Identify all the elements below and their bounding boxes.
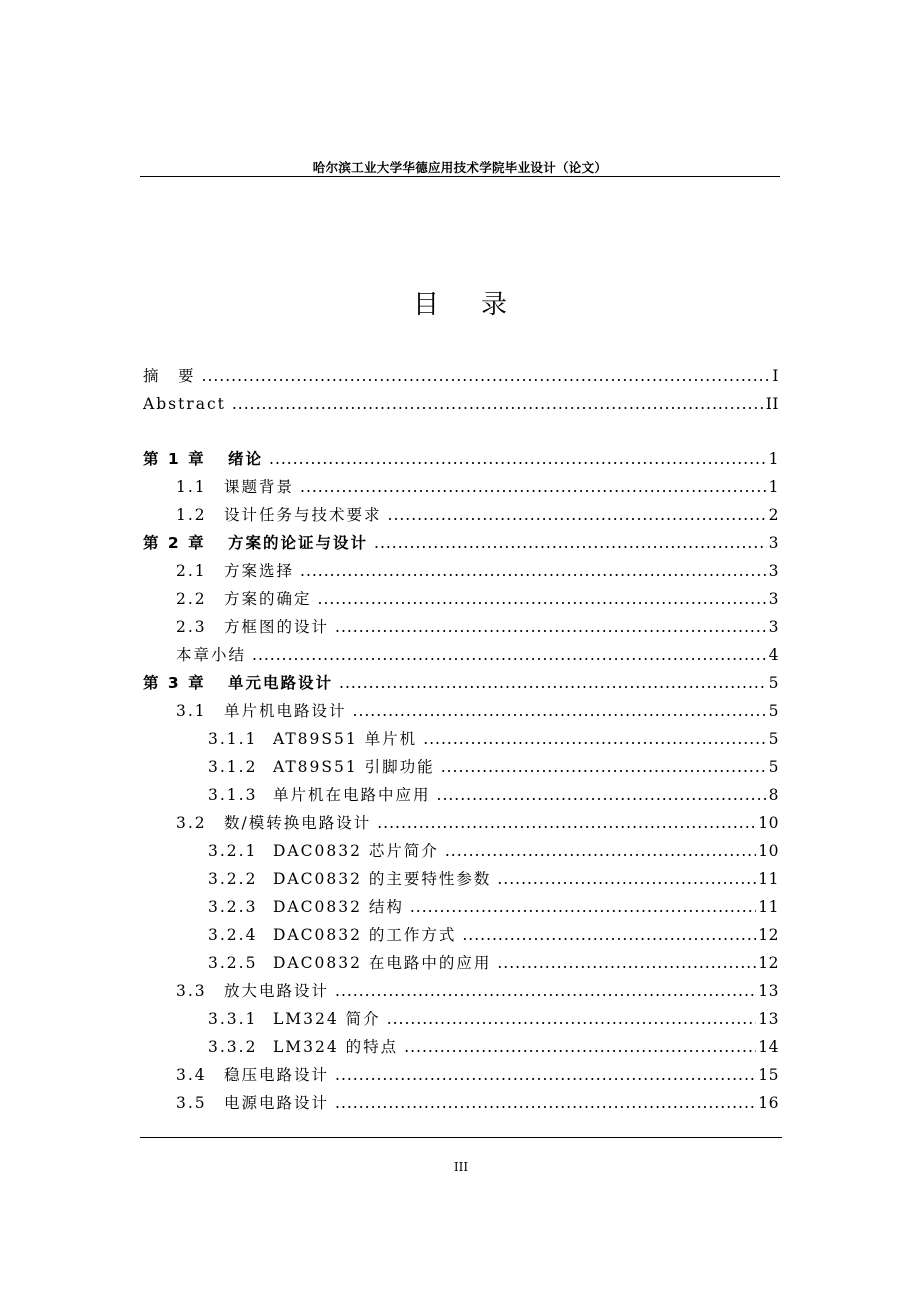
toc-entry-title: AT89S51 引脚功能 — [273, 758, 435, 776]
toc-entry[interactable] — [208, 1031, 779, 1057]
toc-entry-page: 13 — [758, 1010, 779, 1028]
toc-leader-dots — [339, 673, 767, 693]
toc-entry-title: AT89S51 单片机 — [273, 730, 418, 748]
toc-entry-page: 15 — [758, 1066, 779, 1084]
toc-entry[interactable] — [176, 695, 779, 721]
toc-leader-dots — [335, 981, 756, 1001]
toc-entry-title: LM324 的特点 — [273, 1038, 399, 1056]
toc-entry-page: 16 — [758, 1094, 779, 1112]
toc-entry-label — [176, 505, 382, 525]
toc-entry-page: 13 — [758, 982, 779, 1000]
toc-entry[interactable] — [208, 919, 779, 945]
toc-entry-title: 稳压电路设计 — [224, 1066, 330, 1084]
toc-entry-title: 单元电路设计 — [228, 674, 334, 692]
page-title: 目录 — [412, 290, 549, 320]
toc-entry-page: 5 — [768, 702, 779, 720]
toc-leader-dots — [423, 729, 766, 749]
toc-entry-label — [208, 925, 456, 945]
toc-entry-label — [208, 869, 491, 889]
toc-entry-label — [208, 757, 435, 777]
toc-entry-page: 11 — [758, 898, 779, 916]
toc-leader-dots — [445, 841, 756, 861]
toc-entry-title: 方案选择 — [224, 562, 295, 580]
toc-entry-page: 1 — [768, 478, 779, 496]
toc-entry[interactable] — [176, 975, 779, 1001]
toc-entry-label — [208, 729, 417, 749]
toc-entry-number: 3.3.2 — [208, 1038, 258, 1056]
toc-leader-dots — [353, 701, 767, 721]
toc-entry-page: 10 — [758, 814, 779, 832]
toc-entry-label — [208, 897, 404, 917]
toc-entry-title: 方框图的设计 — [224, 618, 330, 636]
toc-entry-number: 3.2 — [176, 814, 207, 832]
toc-entry-label — [143, 533, 368, 553]
toc-entry-page: 11 — [758, 870, 779, 888]
toc-entry-title: 设计任务与技术要求 — [224, 506, 382, 524]
toc-entry-label — [176, 561, 294, 581]
toc-entry-label — [176, 1065, 329, 1085]
toc-entry-label — [208, 785, 431, 805]
toc-leader-dots — [441, 757, 767, 777]
running-header: 哈尔滨工业大学华德应用技术学院毕业设计（论文） — [312, 160, 608, 175]
toc-leader-dots — [387, 1009, 757, 1029]
toc-leader-dots — [410, 897, 756, 917]
toc-entry-title: DAC0832 在电路中的应用 — [273, 954, 492, 972]
toc-entry-number: 3.2.1 — [208, 842, 258, 860]
toc-entry[interactable] — [176, 471, 779, 497]
toc-leader-dots — [318, 589, 767, 609]
toc-entry-number: 3.2.4 — [208, 926, 258, 944]
toc-entry-number: 第 2 章 — [143, 534, 206, 552]
toc-entry-title: 放大电路设计 — [224, 982, 330, 1000]
toc-entry-number: 3.5 — [176, 1094, 207, 1112]
toc-entry[interactable] — [208, 1003, 779, 1029]
toc-entry[interactable] — [176, 1059, 779, 1085]
toc-entry-number: 2.1 — [176, 562, 207, 580]
toc-entry-number: 3.2.3 — [208, 898, 258, 916]
toc-entry-label — [143, 394, 226, 414]
toc-entry-label — [176, 813, 371, 833]
toc-entry-page: 4 — [768, 646, 779, 664]
toc-leader-dots — [497, 869, 756, 889]
header-rule — [140, 176, 780, 177]
toc-entry-page: 2 — [768, 506, 779, 524]
toc-leader-dots — [335, 1093, 756, 1113]
toc-leader-dots — [300, 477, 767, 497]
toc-entry[interactable] — [176, 807, 779, 833]
toc-leader-dots — [388, 505, 767, 525]
toc-leader-dots — [462, 925, 756, 945]
toc-entry[interactable] — [143, 388, 779, 414]
toc-entry-label — [208, 953, 491, 973]
toc-entry-label — [176, 981, 329, 1001]
toc-leader-dots — [437, 785, 767, 805]
toc-entry-page: 5 — [768, 730, 779, 748]
toc-entry-label — [143, 673, 333, 693]
toc-entry[interactable] — [208, 863, 779, 889]
toc-entry-title: LM324 简介 — [273, 1010, 381, 1028]
toc-entry[interactable] — [208, 835, 779, 861]
toc-entry-number: 3.2.5 — [208, 954, 258, 972]
toc-leader-dots — [300, 561, 767, 581]
toc-leader-dots — [374, 533, 767, 553]
toc-entry-page: 12 — [758, 926, 779, 944]
toc-entry-title: 方案的确定 — [224, 590, 312, 608]
toc-entry-page: 5 — [768, 674, 779, 692]
toc-entry-label — [143, 366, 196, 386]
toc-entry-number: 3.3 — [176, 982, 207, 1000]
toc-entry[interactable] — [208, 779, 779, 805]
toc-entry[interactable] — [176, 639, 779, 665]
toc-entry-page: II — [765, 395, 779, 413]
toc-entry[interactable] — [143, 360, 779, 386]
toc-entry[interactable] — [143, 667, 779, 693]
toc-leader-dots — [377, 813, 756, 833]
toc-entry-title: 本章小结 — [176, 646, 247, 664]
toc-entry-number: 3.1.2 — [208, 758, 258, 776]
toc-entry-number: 2.2 — [176, 590, 207, 608]
toc-entry-title: 绪论 — [228, 450, 264, 468]
toc-entry-title: 单片机电路设计 — [224, 702, 347, 720]
toc-entry[interactable] — [176, 1087, 779, 1113]
toc-entry-title: DAC0832 芯片简介 — [273, 842, 439, 860]
toc-entry-number: 3.1.1 — [208, 730, 258, 748]
toc-entry-page: 8 — [768, 786, 779, 804]
toc-entry[interactable] — [176, 499, 779, 525]
toc-leader-dots — [232, 394, 764, 414]
toc-entry-label — [176, 617, 329, 637]
toc-entry-page: 12 — [758, 954, 779, 972]
toc-entry-page: 3 — [768, 618, 779, 636]
toc-entry-number: 第 1 章 — [143, 450, 206, 468]
toc-entry-page: 14 — [758, 1038, 779, 1056]
toc-entry-page: 10 — [758, 842, 779, 860]
toc-entry-number: 1.2 — [176, 506, 207, 524]
toc-entry-number: 3.3.1 — [208, 1010, 258, 1028]
toc-entry-label — [208, 841, 439, 861]
page-number: III — [453, 1160, 469, 1174]
toc-leader-dots — [202, 366, 771, 386]
toc-entry-title: DAC0832 的主要特性参数 — [273, 870, 492, 888]
toc-entry-title: 电源电路设计 — [224, 1094, 330, 1112]
toc-entry-page: 3 — [768, 534, 779, 552]
toc-entry[interactable] — [143, 527, 779, 553]
toc-entry[interactable] — [208, 947, 779, 973]
toc-entry[interactable] — [176, 583, 779, 609]
toc-entry[interactable] — [176, 611, 779, 637]
toc-entry-label — [143, 449, 263, 469]
toc-entry-label — [176, 701, 347, 721]
toc-entry-label — [176, 1093, 329, 1113]
toc-entry-title: DAC0832 的工作方式 — [273, 926, 457, 944]
toc-entry-title: 方案的论证与设计 — [228, 534, 369, 552]
toc-entry-page: 3 — [768, 590, 779, 608]
toc-entry-label — [208, 1037, 398, 1057]
toc-entry-number: 3.2.2 — [208, 870, 258, 888]
toc-entry[interactable] — [208, 751, 779, 777]
toc-leader-dots — [335, 1065, 756, 1085]
toc-leader-dots — [269, 449, 767, 469]
toc-entry-label — [208, 1009, 381, 1029]
toc-entry-number: 1.1 — [176, 478, 207, 496]
footer-rule — [140, 1137, 782, 1138]
toc-entry-number: 第 3 章 — [143, 674, 206, 692]
toc-entry-title: 单片机在电路中应用 — [273, 786, 431, 804]
toc-entry-label — [176, 645, 246, 665]
toc-entry-page: 3 — [768, 562, 779, 580]
toc-entry-number: 3.1.3 — [208, 786, 258, 804]
toc-leader-dots — [335, 617, 767, 637]
toc-entry[interactable] — [208, 891, 779, 917]
toc-entry-page: 1 — [768, 450, 779, 468]
toc-entry-label — [176, 589, 312, 609]
toc-entry[interactable] — [208, 723, 779, 749]
toc-entry-number: 2.3 — [176, 618, 207, 636]
toc-entry[interactable] — [176, 555, 779, 581]
toc-entry-number: Abstract — [143, 395, 226, 413]
toc-entry-title: DAC0832 结构 — [273, 898, 404, 916]
toc-entry-number: 3.1 — [176, 702, 207, 720]
toc-leader-dots — [404, 1037, 756, 1057]
toc-leader-dots — [252, 645, 767, 665]
toc-entry-number: 摘 要 — [143, 367, 196, 385]
toc-entry-title: 数/模转换电路设计 — [224, 814, 372, 832]
toc-entry-number: 3.4 — [176, 1066, 207, 1084]
toc-entry-label — [176, 477, 294, 497]
toc-entry-page: I — [772, 367, 779, 385]
toc-entry-title: 课题背景 — [224, 478, 295, 496]
toc-entry[interactable] — [143, 443, 779, 469]
toc-leader-dots — [497, 953, 756, 973]
toc-entry-page: 5 — [768, 758, 779, 776]
